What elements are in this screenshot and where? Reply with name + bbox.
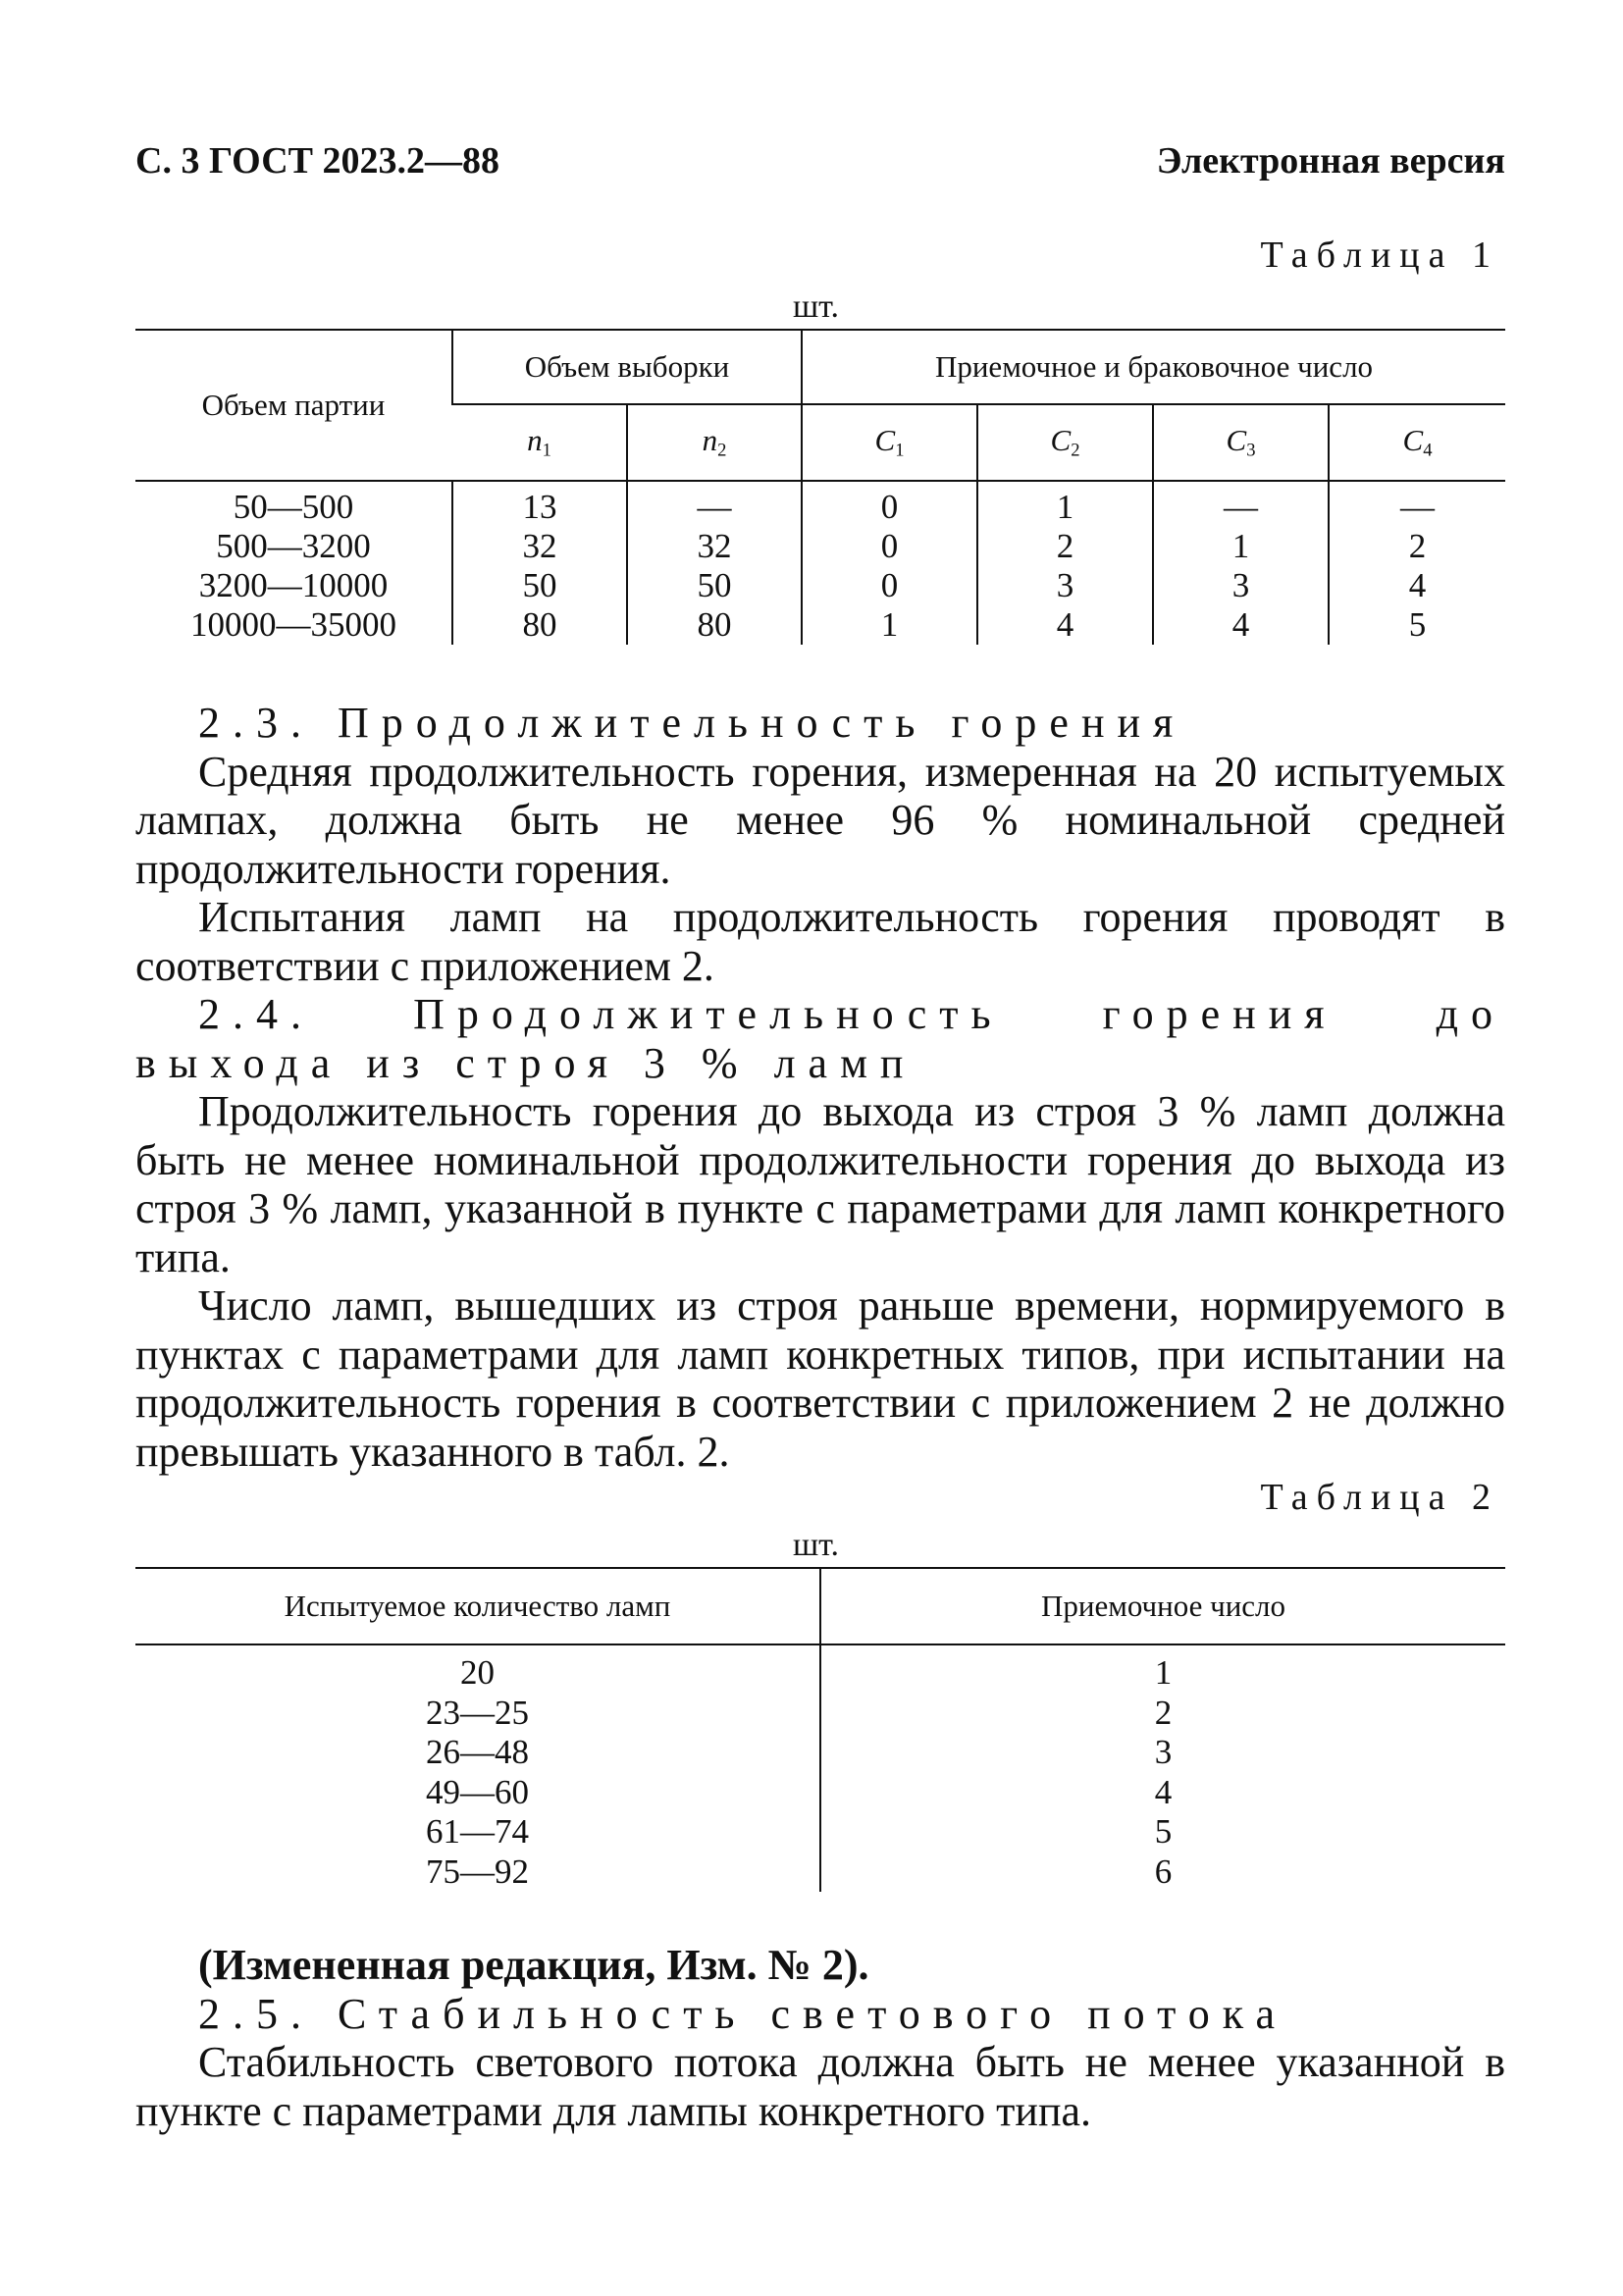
table1-cell: 1 [1153, 527, 1329, 566]
table1-cell: 10000—35000 [190, 605, 396, 644]
table2-cell: 75—92 [135, 1852, 820, 1893]
table1-caption: Таблица 1 [1260, 235, 1499, 276]
table1-cell: 32 [627, 527, 802, 566]
table1-cell: 1 [802, 605, 977, 645]
table1-cell: 0 [802, 566, 977, 605]
table2-unit: шт. [793, 1527, 839, 1563]
body-text-upper [135, 699, 1505, 1476]
table2-row [135, 1852, 1505, 1893]
table1-cell: 32 [452, 527, 627, 566]
table1-cell: 3 [977, 566, 1153, 605]
table1-header-batch: Объем партии [135, 330, 452, 481]
table1-cell: 4 [1153, 605, 1329, 645]
table2-cell: 3 [1154, 1733, 1173, 1771]
section-2-5-paragraph: Стабильность светового потока должна быть не менее указанной в пункте с параметрами для лампы конкретного типа. [135, 2038, 1505, 2135]
table2-header-accept: Приемочное число [820, 1568, 1505, 1644]
table2-cell: 5 [1154, 1812, 1173, 1851]
table1-cell: 2 [977, 527, 1153, 566]
table1-header-c3: $C_3$ [1153, 404, 1329, 481]
body-text-lower [135, 1941, 1505, 2135]
table1-cell: 0 [802, 481, 977, 527]
section-2-3-paragraph: Испытания ламп на продолжительность горения проводят в соответствии с приложением 2. [135, 893, 1505, 990]
table1-cell: 80 [627, 605, 802, 645]
table1-cell: 500—3200 [216, 527, 371, 565]
table1-cell: 0 [802, 527, 977, 566]
table1-header-numbers: Приемочное и браковочное число [802, 330, 1505, 404]
table2-header-tested: Испытуемое количество ламп [135, 1568, 820, 1644]
table2-row [135, 1812, 1505, 1852]
table1-cell: 3 [1153, 566, 1329, 605]
page-header-left: С. 3 ГОСТ 2023.2—88 [135, 140, 499, 182]
table2-row [135, 1694, 1505, 1734]
table1-cell: — [627, 481, 802, 527]
table1-cell: 5 [1329, 605, 1505, 645]
table1-header-sample: Объем выборки [452, 330, 802, 404]
table2-cell: 4 [1154, 1772, 1173, 1811]
section-2-4-paragraph: Продолжительность горения до выхода из строя 3 % ламп должна быть не менее номинальной продолжительности горения до выхода из строя 3 % ламп, указанной в пункте с параметрами для ламп конкретного типа. [135, 1087, 1505, 1281]
table1-cell: 3200—10000 [198, 566, 389, 604]
table2-row [135, 1773, 1505, 1813]
table1-cell: 50 [452, 566, 627, 605]
table1-row [135, 566, 1505, 605]
table2-cell: 1 [1154, 1653, 1173, 1692]
table2-caption: Таблица 2 [1260, 1477, 1499, 1518]
table1-row [135, 481, 1505, 527]
table1-cell: 4 [977, 605, 1153, 645]
table1-cell: 80 [452, 605, 627, 645]
table1-cell: — [1153, 481, 1329, 527]
table1-row [135, 527, 1505, 566]
table1-cell: 50—500 [233, 488, 354, 526]
table2-row [135, 1733, 1505, 1773]
table1-cell: 2 [1329, 527, 1505, 566]
table2 [135, 1567, 1505, 1892]
page-header-right: Электронная версия [1156, 140, 1505, 182]
section-2-3-title: 2.3. Продолжительность горения [198, 699, 1186, 747]
table1-header-n1: $n_1$ [452, 404, 627, 481]
table2-cell: 61—74 [135, 1812, 820, 1852]
table2-cell: 23—25 [135, 1694, 820, 1734]
table2-cell: 26—48 [135, 1733, 820, 1773]
section-2-3-paragraph: Средняя продолжительность горения, измеренная на 20 испытуемых лампах, должна быть не менее 96 % номинальной средней продолжительности горения. [135, 747, 1505, 893]
table1-cell: — [1329, 481, 1505, 527]
table1-header-n2: $n_2$ [627, 404, 802, 481]
table1 [135, 329, 1505, 645]
table2-cell: 49—60 [135, 1773, 820, 1813]
table1-cell: 4 [1329, 566, 1505, 605]
section-2-4-title: 2.4. Продолжительность горения до выхода из строя 3 % ламп [135, 990, 1505, 1087]
table1-header-c1: $C_1$ [802, 404, 977, 481]
table1-header-c4: $C_4$ [1329, 404, 1505, 481]
table2-cell: 20 [135, 1644, 820, 1694]
table1-row [135, 605, 1505, 645]
table2-cell: 2 [1154, 1693, 1173, 1732]
section-2-4-paragraph: Число ламп, вышедших из строя раньше времени, нормируемого в пунктах с параметрами для ламп конкретных типов, при испытании на продолжительность горения в соответствии с приложением 2 не должно превышать указанного в табл. 2. [135, 1281, 1505, 1476]
table2-cell: 6 [1154, 1852, 1173, 1891]
section-2-5-title: 2.5. Стабильность светового потока [198, 1989, 1287, 2038]
table1-cell: 1 [977, 481, 1153, 527]
amendment-note: (Измененная редакция, Изм. № 2). [198, 1941, 869, 1989]
table1-unit: шт. [793, 288, 839, 325]
table2-row [135, 1644, 1505, 1694]
table1-cell: 13 [452, 481, 627, 527]
table1-header-c2: $C_2$ [977, 404, 1153, 481]
table1-cell: 50 [627, 566, 802, 605]
